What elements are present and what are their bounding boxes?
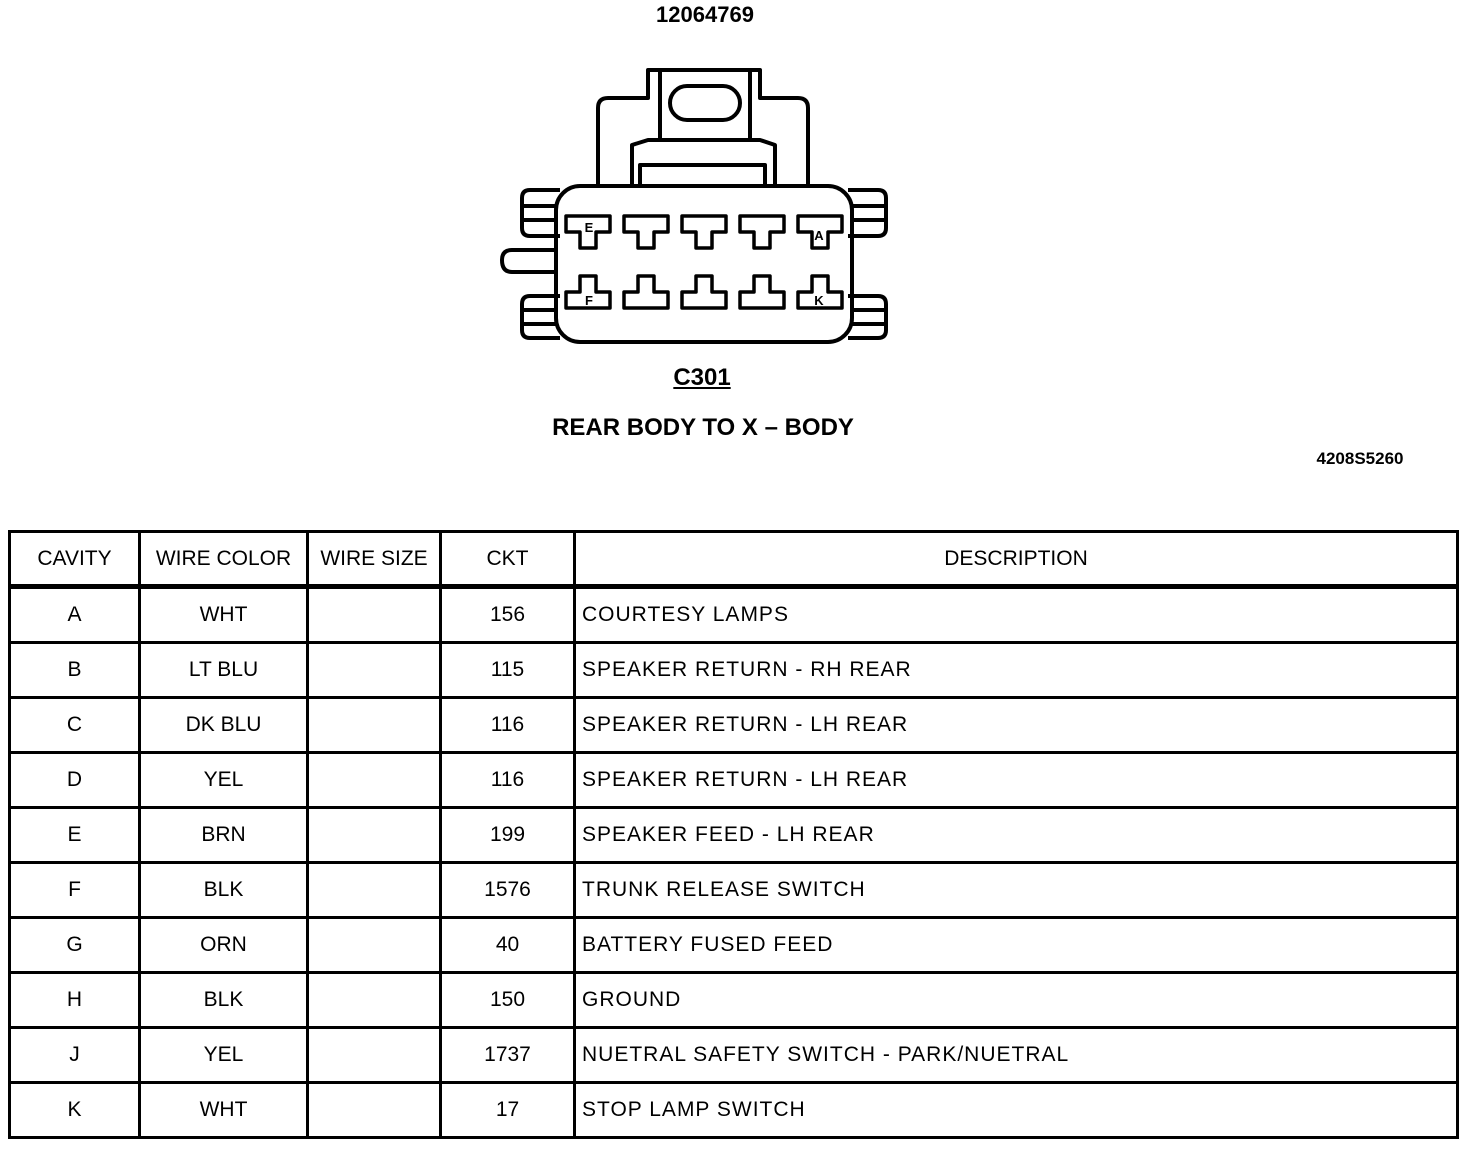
cell-ckt: 199 <box>441 808 575 863</box>
header-description: DESCRIPTION <box>575 532 1458 587</box>
cell-wire-size <box>308 1028 441 1083</box>
cell-ckt: 115 <box>441 643 575 698</box>
table-row <box>10 918 1458 973</box>
cell-wire-size <box>308 973 441 1028</box>
cell-ckt: 156 <box>441 587 575 643</box>
connector-latch <box>598 70 808 188</box>
cell-cavity: H <box>10 973 140 1028</box>
table-row <box>10 698 1458 753</box>
header-cavity: CAVITY <box>10 532 140 587</box>
connector-body <box>556 186 852 342</box>
cell-description: SPEAKER RETURN - LH REAR <box>575 753 1458 808</box>
cell-wire-color: LT BLU <box>140 643 308 698</box>
cell-description: STOP LAMP SWITCH <box>575 1083 1458 1138</box>
cell-cavity: E <box>10 808 140 863</box>
table-row <box>10 753 1458 808</box>
header-wire-size: WIRE SIZE <box>308 532 441 587</box>
table-header-row <box>10 532 1458 587</box>
table-row <box>10 587 1458 643</box>
cell-wire-color: WHT <box>140 587 308 643</box>
cell-wire-size <box>308 918 441 973</box>
cavity-label-e: E <box>584 220 594 235</box>
table-row <box>10 1083 1458 1138</box>
cell-wire-color: BLK <box>140 973 308 1028</box>
cell-description: SPEAKER RETURN - LH REAR <box>575 698 1458 753</box>
cell-ckt: 150 <box>441 973 575 1028</box>
part-number: 12064769 <box>656 2 754 27</box>
cell-wire-size <box>308 643 441 698</box>
cell-cavity: A <box>10 587 140 643</box>
cell-wire-color: BLK <box>140 863 308 918</box>
cell-wire-size <box>308 808 441 863</box>
cavity-label-k: K <box>814 293 824 308</box>
cell-wire-size <box>308 863 441 918</box>
pinout-table <box>8 530 1459 1139</box>
header-ckt: CKT <box>441 532 575 587</box>
cell-wire-color: WHT <box>140 1083 308 1138</box>
cell-wire-color: YEL <box>140 1028 308 1083</box>
cell-description: NUETRAL SAFETY SWITCH - PARK/NUETRAL <box>575 1028 1458 1083</box>
cell-wire-size <box>308 698 441 753</box>
cell-cavity: B <box>10 643 140 698</box>
cell-wire-size <box>308 587 441 643</box>
connector-side-flanges <box>502 190 886 338</box>
cell-description: BATTERY FUSED FEED <box>575 918 1458 973</box>
table-row <box>10 808 1458 863</box>
cell-ckt: 17 <box>441 1083 575 1138</box>
header-wire-color: WIRE COLOR <box>140 532 308 587</box>
connector-id: C301 <box>673 364 731 391</box>
cell-ckt: 1576 <box>441 863 575 918</box>
cavity-label-f: F <box>585 293 593 308</box>
cavity-label-a: A <box>814 228 824 243</box>
cell-cavity: J <box>10 1028 140 1083</box>
cell-cavity: K <box>10 1083 140 1138</box>
connector-description: REAR BODY TO X – BODY <box>552 414 854 441</box>
cell-wire-size <box>308 1083 441 1138</box>
cell-wire-color: YEL <box>140 753 308 808</box>
cell-wire-size <box>308 753 441 808</box>
cell-cavity: F <box>10 863 140 918</box>
cell-description: COURTESY LAMPS <box>575 587 1458 643</box>
cell-wire-color: ORN <box>140 918 308 973</box>
cell-description: SPEAKER RETURN - RH REAR <box>575 643 1458 698</box>
cell-ckt: 116 <box>441 698 575 753</box>
cell-ckt: 1737 <box>441 1028 575 1083</box>
table-row <box>10 973 1458 1028</box>
cell-cavity: C <box>10 698 140 753</box>
figure-code: 4208S5260 <box>1316 449 1404 468</box>
cell-cavity: D <box>10 753 140 808</box>
cell-description: TRUNK RELEASE SWITCH <box>575 863 1458 918</box>
cell-ckt: 116 <box>441 753 575 808</box>
cell-ckt: 40 <box>441 918 575 973</box>
cell-wire-color: DK BLU <box>140 698 308 753</box>
cell-description: GROUND <box>575 973 1458 1028</box>
bottom-row-terminals <box>566 276 842 308</box>
cell-cavity: G <box>10 918 140 973</box>
cell-description: SPEAKER FEED - LH REAR <box>575 808 1458 863</box>
pinout-table-body <box>10 587 1458 1138</box>
cell-wire-color: BRN <box>140 808 308 863</box>
table-row <box>10 863 1458 918</box>
top-row-terminals <box>566 216 842 248</box>
table-row <box>10 643 1458 698</box>
table-row <box>10 1028 1458 1083</box>
connector-face-diagram <box>490 60 900 360</box>
